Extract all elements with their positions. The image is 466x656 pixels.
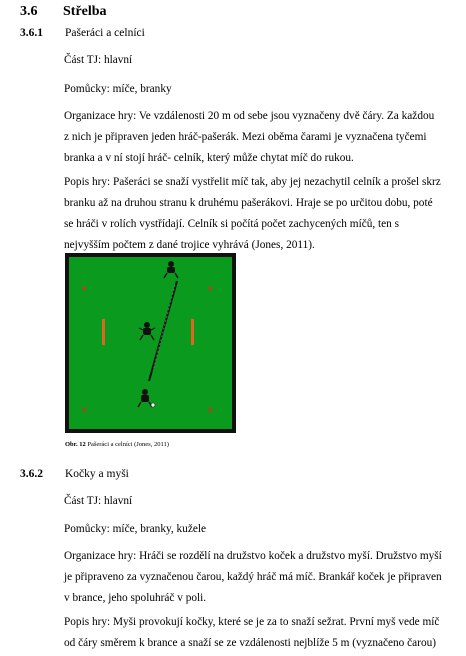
organization-paragraph	[64, 106, 456, 169]
tools-line: Pomůcky: míče, branky, kužele	[64, 523, 207, 535]
paragraph-line: Organizace hry: Ve vzdálenosti 20 m od sebe jsou vyznačeny dvě čáry. Za každou	[64, 110, 435, 122]
section-title: Střelba	[63, 4, 107, 19]
description-paragraph	[64, 612, 456, 654]
paragraph-line: branka a v ní stojí hráč- celník, který může chytat míč do rukou.	[64, 152, 354, 164]
field-diagram	[65, 253, 236, 433]
section-number: 3.6	[20, 4, 38, 19]
organization-paragraph	[64, 546, 456, 609]
paragraph-line: z nich je připraven jeden hráč-pašerák. Mezi oběma čarami je vyznačena tyčemi	[64, 131, 427, 143]
paragraph-line: Popis hry: Pašeráci se snaží vystřelit míč tak, aby jej nezachytil celník a prošel skrz	[64, 176, 441, 188]
paragraph-line: Popis hry: Myši provokují kočky, které se je za to snaží sežrat. První myš vede míč	[64, 616, 440, 628]
goal-pole-left	[102, 319, 105, 345]
caption-text: Pašeráci a celníci (Jones, 2011)	[87, 441, 169, 448]
subsection-title: Pašeráci a celníci	[65, 27, 145, 39]
paragraph-line: je připraveno za vyznačenou čarou, každý hráč má míč. Brankář koček je připraven	[64, 571, 442, 583]
part-line: Část TJ: hlavní	[64, 54, 133, 66]
goal-pole-right	[191, 319, 194, 345]
part-line: Část TJ: hlavní	[64, 495, 133, 507]
ball	[151, 403, 155, 407]
paragraph-line: Organizace hry: Hráči se rozdělí na družstvo koček a družstvo myší. Družstvo myší	[64, 550, 442, 562]
caption-label: Obr. 12	[65, 441, 86, 448]
paragraph-line: v brance, jeho spoluhráč v poli.	[64, 592, 207, 604]
paragraph-line: nejvyšším počtem z dané trojice vyhrává (Jones, 2011).	[64, 239, 315, 251]
subsection-number: 3.6.2	[20, 468, 43, 480]
figure-caption	[65, 441, 169, 448]
subsection-title: Kočky a myši	[65, 468, 129, 480]
tools-line: Pomůcky: míče, branky	[64, 83, 172, 95]
paragraph-line: se hráči v rolích vystřídají. Celník si počítá počet zachycených míčů, ten s	[64, 218, 400, 230]
paragraph-line: od čáry směrem k brance a snaží se ze vzdálenosti nejblíže 5 m (vyznačeno čarou)	[64, 637, 436, 649]
paragraph-line: branku až na druhou stranu k druhému pašerákovi. Hraje se po určitou dobu, poté	[64, 197, 433, 209]
subsection-number: 3.6.1	[20, 27, 43, 39]
description-paragraph	[64, 172, 456, 256]
